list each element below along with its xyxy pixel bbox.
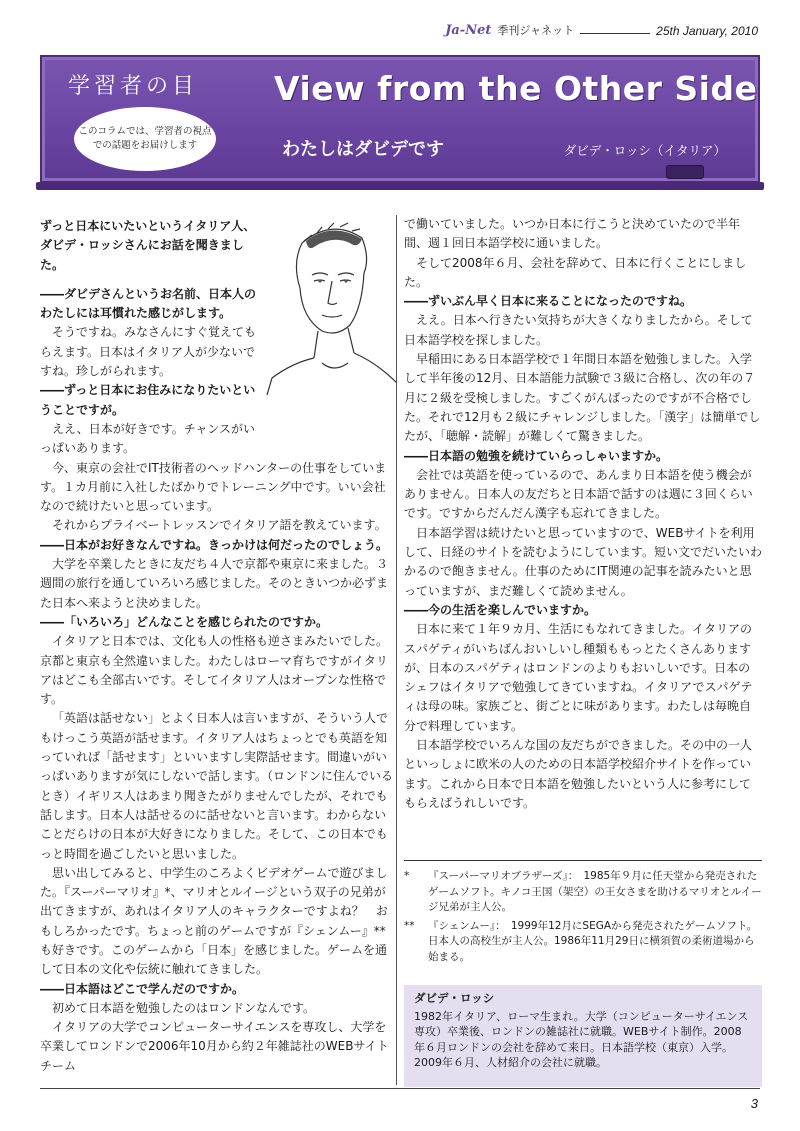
interview-answer: 「英語は話せない」とよく日本人は言いますが、そういう人でもけっこう英語が話せます。イタリア人はちょっとでも英語を知っていれば「話せます」といいますし実際話せます。間違いがいっぱいありますが気にしないで話します。（ロンドンに住んでいるとき）イギリス人はあまり聞きたがりませんでしたが、それでも話します。日本人は話せるのに話せないと言います。わからないことだらけの日本が大好きになりました。そして、この日本でもっと時間を過ごしたいと思いました。 [40,711,394,861]
author-byline: ダビデ・ロッシ（イタリア） [563,143,726,158]
column-divider [396,215,397,1085]
interview-question: ――ずいぶん早く日本に来ることになったのですね。 [404,294,693,309]
interview-answer: 大学を卒業したときに友だち４人で京都や東京に来ました。３週間の旅行を通していろいろ感じました。そのときいつか必ずまた日本へ来ようと決めました。 [40,557,389,610]
running-header [440,20,758,38]
article-subtitle: わたしはダビデです [282,139,444,160]
interview-answer: 会社では英語を使っているので、あんまり日本語を使う機会がありません。日本人の友だちと日本語で話すのは週に３回くらいです。ですからだんだん漢字も忘れてきました。 [404,467,753,521]
interview-answer: そして2008年６月、会社を辞めて、日本に行くことにしました。 [404,255,747,289]
interview-question: ――ダビデさんというお名前、日本人のわたしには耳慣れた感じがします。 [40,286,257,321]
interview-answer: 思い出してみると、中学生のころよくビデオゲームで遊びました。『スーパーマリオ』*、マリオとルイージという双子の兄弟が出てきますが、あれはイタリア人のキャラクターですよね？ おもしろかったです。ちょっと前のゲームですが『シェンムー』**も好きです。このゲームから「日本」を感じました。ゲームを通して日本の文化や伝統に触れてきました。 [40,865,388,977]
publication-name: 季刊ジャネット [497,24,575,37]
footnote-text: 『スーパーマリオブラザーズ』： 1985年９月に任天堂から発売されたゲームソフト。キノコ王国（架空）の王女さまを助けるマリオとルイージ兄弟が主人公。 [428,870,762,913]
author-profile-box [404,985,762,1087]
column-description: このコラムでは、学習者の視点での話題をお届けします [78,126,212,151]
page-number: 3 [750,1096,758,1111]
interview-answer: イタリアと日本では、文化も人の性格も逆さまみたいでした。京都と東京も全然違いました。わたしはローマ育ちですがイタリアはどこも全部古いです。そしてイタリア人はオープンな性格です。 [40,634,389,707]
interview-answer: 初めて日本語を勉強したのはロンドンなんです。 [52,1000,316,1015]
interview-answer: 今、東京の会社でIT技術者のヘッドハンターの仕事をしています。１カ月前に入社したばかりでトレーニング中です。いい会社なので続けたいと思っています。 [40,460,387,514]
brand-logo: Ja-Net [445,23,492,38]
interview-answer: 日本語学校でいろんな国の友だちができました。その中の一人といっしょに欧米の人のための日本語学校紹介サイトを作っています。これから日本で日本語を勉強したいという人に参考にしてもらえばうれしいです。 [404,738,753,810]
interview-question: ――日本がお好きなんですね。きっかけは何だったのでしょう。 [40,537,389,552]
header-rule [580,33,650,34]
interview-answer: 日本に来て１年９カ月、生活にもなれてきました。イタリアのスパゲティがいちばんおいしいし種類ももっとたくさんありますが、日本のスパゲティはロンドンのよりもおいしいです。日本のシェフはイタリアで勉強してきていますね。イタリアでスパゲティは母の味。家族ごと、街ごとに味があります。わたしは毎晩自分で料理しています。 [404,622,753,733]
interview-question: ――日本語の勉強を続けていらっしゃいますか。 [404,448,669,463]
footnote [404,869,762,916]
interview-answer: ええ。日本へ行きたい気持ちが大きくなりましたから。そして日本語学校を探しました。 [404,313,753,347]
footnotes [404,860,762,968]
interview-answer: ええ、日本が好きです。チャンスがいっぱいあります。 [40,421,256,456]
chalkboard-ledge [36,182,764,190]
footnote [404,919,762,966]
interview-answer: で働いていました。いつか日本に行こうと決めていたので半年間、週１回日本語学校に通いました。 [404,217,741,251]
profile-text: 1982年イタリア、ローマ生まれ。大学（コンピューターサイエンス専攻）卒業後、ロンドンの雑誌社に就職。WEBサイト制作。2008年６月ロンドンの会社を辞めて来日。日本語学校（東京）入学。2009年６月、人材紹介の会社に就職。 [414,1009,749,1069]
issue-date: 25th January, 2010 [656,24,758,38]
article-right-column [404,215,762,813]
profile-name: ダビデ・ロッシ [414,991,495,1005]
column-banner [40,55,760,183]
footnote-mark: * [404,870,410,882]
interview-question: ――「いろいろ」どんなことを感じられたのですか。 [40,614,329,629]
english-title: View from the Other Side [274,69,758,108]
footnote-mark: ** [404,919,415,932]
interview-question: ――今の生活を楽しんでいますか。 [404,602,597,617]
interview-answer: イタリアの大学でコンピューターサイエンスを専攻し、大学を卒業してロンドンで2006年10月から約２年雑誌社のWEBサイトチーム [40,1020,389,1073]
interview-answer: 早稲田にある日本語学校で１年間日本語を勉強しました。入学して半年後の12月、日本語能力試験で３級に合格し、次の年の７月に２級を受検しました。すごくがんばったのですが不合格でした。それで12月も２級にチャレンジしました。「漢字」は簡単でしたが、「聴解・読解」が難しくて驚きました。 [404,352,761,444]
footnote-text: 『シェンムー』： 1999年12月にSEGAから発売されたゲームソフト。日本人の高校生が主人公。1986年11月29日に横須賀の柔術道場から始まる。 [428,919,758,963]
column-description-bubble [74,107,216,171]
article-left-column [40,217,396,1076]
interview-question: ――ずっと日本にお住みになりたいということですが。 [40,383,256,417]
interview-answer: それからプライベートレッスンでイタリア語を教えています。 [52,518,387,533]
interview-answer: 日本語学習は続けたいと思っていますので、WEBサイトを利用して、日経のサイトを読むようにしています。短い文でだいたいわかるので飽きません。仕事のためにIT関連の記事を読みたいと思っていますが、まだ難しくて読めません。 [404,525,762,598]
chalkboard-eraser-icon [666,165,704,179]
interview-question: ずっと日本にいたいというイタリア人、ダビデ・ロッシさんにお話を聞きました。 [40,219,256,272]
footer-rule [40,1088,760,1089]
paragraph-gap [40,275,265,285]
column-title: 学習者の目 [68,74,199,99]
interview-question: ――日本語はどこで学んだのですか。 [40,981,245,996]
interview-answer: そうですね。みなさんにすぐ覚えてもらえます。日本はイタリア人が少ないですね。珍しがられます。 [40,325,257,379]
